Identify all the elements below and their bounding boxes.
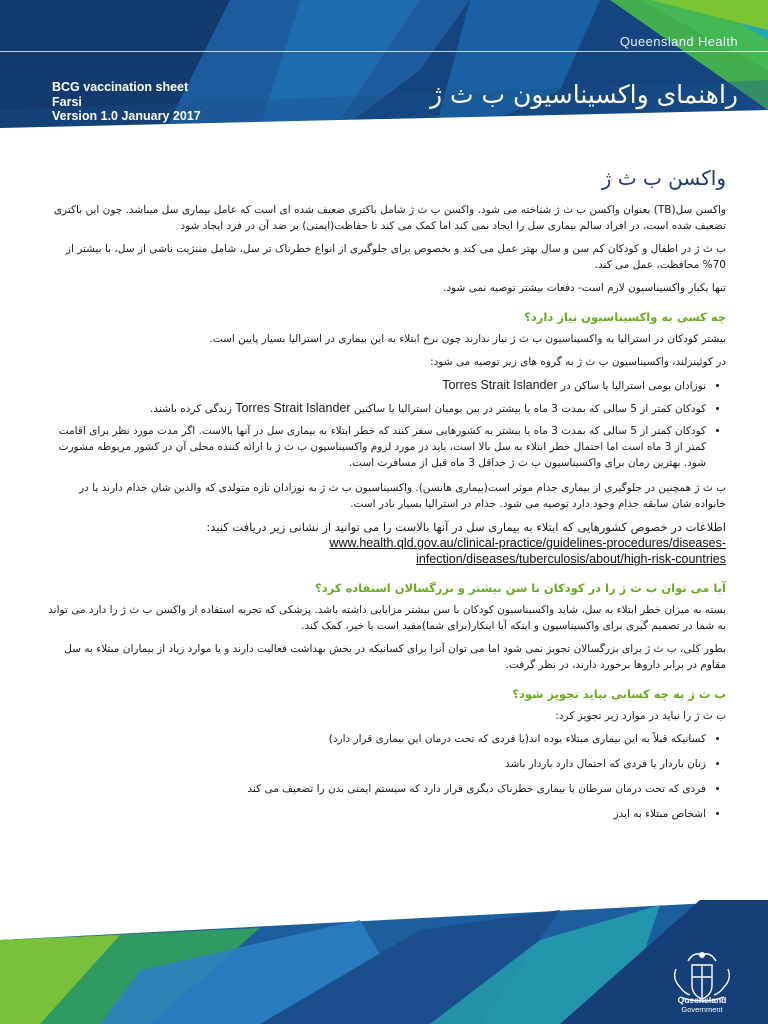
list-item: • کسانیکه قبلاً به این بیماری مبتلاء بوده اند(یا فردی که تحت درمان این بیماری قرار دارد) xyxy=(48,731,706,747)
header-rule xyxy=(0,51,768,52)
who-needs-paragraph-1: بیشتر کودکان در استرالیا به واکسیناسیون ب ث ژ نیاز ندارند چون نرخ ابتلاء به این بیماری در استرالیا بسیار پایین است. xyxy=(209,333,726,345)
contra-paragraph: ب ث ژ را نباید در موارد زیر تجویز کرد: xyxy=(555,710,726,722)
intro-paragraph-3: تنها یکبار واکسیناسیون لازم است- دفعات بیشتر توصیه نمی شود. xyxy=(443,282,726,294)
intro-paragraph-2: ب ث ژ در اطفال و کودکان کم سن و سال بهتر عمل می کند و بخصوص برای جلوگیری از انواع خطرناک تر سل، شامل مننژیت ناشی از سل، با بیشتر از 70% محافظت، عمل می کند. xyxy=(65,243,726,271)
government-logo-text: Queensland Government xyxy=(677,995,727,1014)
doc-version: Version 1.0 January 2017 xyxy=(52,109,201,123)
list-item: • اشخاص مبتلاء به ایدز xyxy=(48,806,706,822)
older-paragraph-1: بسته به میزان خطر ابتلاء به سل، شاید واکسیناسیون کودکان با سن بیشتر مزایایی داشته باشد. پزشکی که تجربه استفاده از واکسن ب ث ژ را دارد می تواند به شما در تصمیم گیری برای واکسیناسیون و اینکه آیا اینکار(برای شما)مفید است یا خیر، کمک کند. xyxy=(48,604,726,632)
leprosy-paragraph: ب ث ژ همچنین در جلوگیری از بیماری جذام موثر است(بیماری هانسن). واکسیناسیون ب ث ژ به نوزادان تازه متولدی که والدین شان جذام دارند یا در خانواده شان سابقه جذام وجود دارد توصیه می شود. جذام در استرالیا بسیار نادر است. xyxy=(79,482,726,510)
heading-older-children: آیا می توان ب ث ژ را در کودکان با سن بیشتر و بزرگسالان استفاده کرد؟ xyxy=(315,581,726,595)
list-item: • کودکان کمتر از 5 سالی که بمدت 3 ماه یا بیشتر به کشورهایی سفر کنند که خطر ابتلاء به بیماری سل در آنها بالاست. اگر مدت مورد نظر برای اقامت کمتر از 3 ماه است اما احتمال خطر ابتلاء به سل بالا است، باید در مورد لزوم واکسیناسیون ب ث ژ با ارائه کننده محلی آن در کشور مربوطه مشورت شود. بهترین زمان برای واکسیناسیون ب ث ژ حداقل 3 ماه قبل از مسافرت است. xyxy=(48,423,706,471)
list-item: • زنان باردار یا فردی که احتمال دارد باردار باشد xyxy=(48,756,706,772)
countries-info-paragraph: اطلاعات در خصوص کشورهایی که ابتلاء به بیماری سل در آنها بالاست را می توانید از نشانی زیر دریافت کنید: www.health.qld.gov.au/clinical-practice/guidelines-procedures/diseases- infection/diseases/tuberculosis/about/high-risk-countries xyxy=(48,519,726,567)
footer-banner xyxy=(0,900,768,1024)
high-risk-countries-link[interactable]: www.health.qld.gov.au/clinical-practice/guidelines-procedures/diseases- infection/diseases/tuberculosis/about/high-risk-countries xyxy=(329,536,726,566)
main-content xyxy=(48,166,726,831)
who-needs-paragraph-2: در کوئینزلند، واکسیناسیون ب ث ژ به گروه های زیر توصیه می شود: xyxy=(430,356,726,368)
recommended-groups-list xyxy=(48,377,726,471)
contraindications-list xyxy=(48,731,726,822)
list-item: • کودکان کمتر از 5 سالی که بمدت 3 ماه یا بیشتر در بین بومیان استرالیا یا ساکنین Torres Strait Islander زندگی کرده باشند. xyxy=(48,400,706,417)
heading-contraindications: ب ث ژ به چه کسانی نباید تجویز شود؟ xyxy=(512,687,726,701)
doc-language: Farsi xyxy=(52,94,82,109)
doc-title: BCG vaccination sheet xyxy=(52,80,189,94)
heading-who-needs: چه کسی به واکسیناسیون نیاز دارد؟ xyxy=(524,310,726,324)
latin-term: Torres Strait Islander xyxy=(442,378,558,392)
list-item: • نوزادان بومی استرالیا یا ساکن در Torres Strait Islander xyxy=(48,377,706,394)
section-title: واکسن ب ث ژ xyxy=(601,166,726,190)
document-meta xyxy=(52,80,201,124)
org-label: Queensland Health xyxy=(619,34,738,49)
older-paragraph-2: بطور کلی، ب ث ژ برای بزرگسالان تجویز نمی شود اما می توان آنرا برای کسانیکه در بخش بهداشت فعالیت دارند و یا موارد زیاد از بیماران مبتلاء به سل مقاوم در برابر داروها برخورد دارند، در نظر گرفت. xyxy=(64,643,726,671)
list-item: • فردی که تحت درمان سرطان یا بیماری خطرناک دیگری قرار دارد که سیستم ایمنی بدن را تضعیف می کند xyxy=(48,781,706,797)
intro-paragraph-1: واکسن سل(TB) بعنوان واکسن ب ث ژ شناخته می شود. واکسن ب ث ژ شامل باکتری ضعیف شده ای است که عامل بیماری سل میباشد. چون این باکتری تضعیف شده است، در افراد سالم بیماری سل را ایجاد نمی کند اما کمک می کند تا حفاظت(ایمنی) بر ضد آن در فرد ایجاد شود xyxy=(53,204,726,232)
page-title: راهنمای واکسیناسیون ب ث ژ xyxy=(429,80,738,109)
latin-term: Torres Strait Islander xyxy=(235,401,351,415)
